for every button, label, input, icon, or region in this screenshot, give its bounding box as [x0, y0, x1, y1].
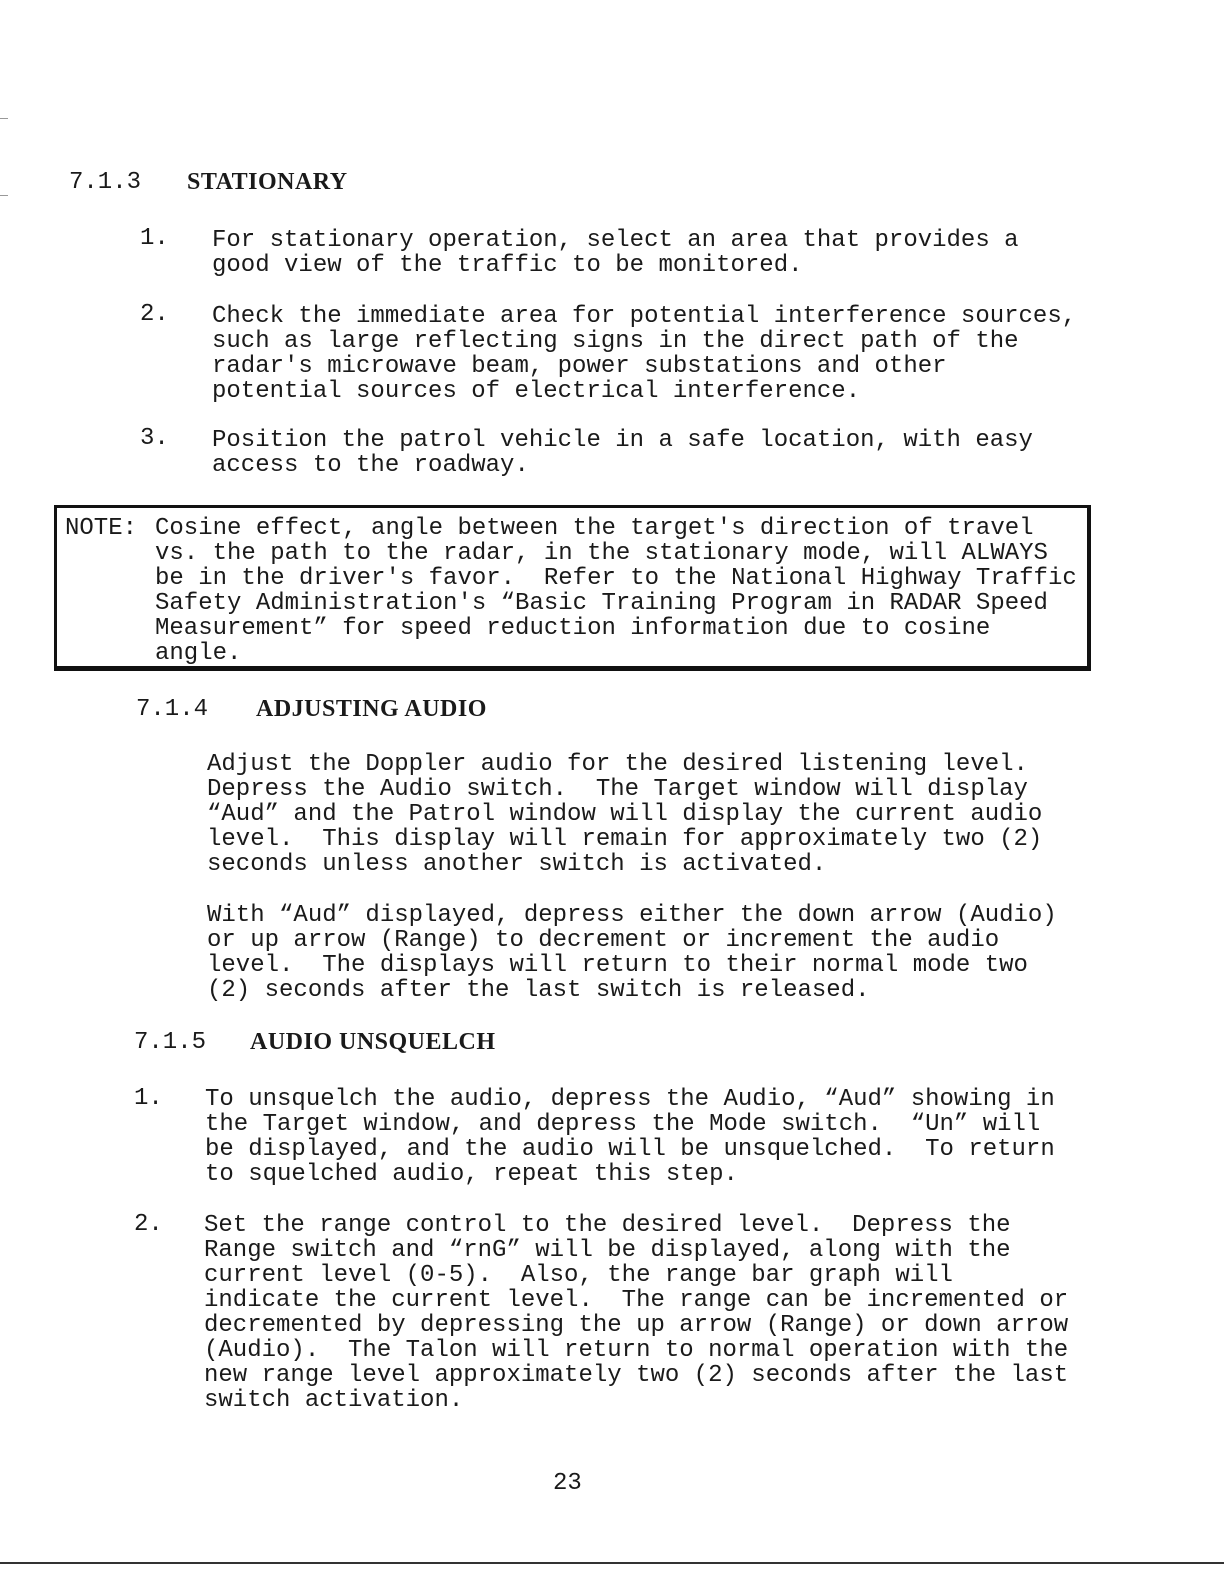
- text-line: vs. the path to the radar, in the stationary mode, will ALWAYS: [155, 540, 1048, 567]
- paragraph: [207, 903, 1057, 1003]
- list-item-text: [204, 1213, 1068, 1413]
- text-line: new range level approximately two (2) seconds after the last: [204, 1362, 1069, 1389]
- text-line: Safety Administration's “Basic Training Program in RADAR Speed: [155, 590, 1048, 617]
- text-line: Measurement” for speed reduction information due to cosine: [155, 615, 991, 642]
- text-line: For stationary operation, select an area that provides a: [212, 227, 1019, 254]
- text-line: angle.: [155, 640, 242, 667]
- text-line: With “Aud” displayed, depress either the down arrow (Audio): [207, 902, 1057, 929]
- note-label: NOTE:: [65, 515, 138, 542]
- section-title: ADJUSTING AUDIO: [256, 696, 487, 722]
- list-item-text: [212, 228, 1019, 278]
- text-line: (Audio). The Talon will return to normal operation with the: [204, 1337, 1069, 1364]
- text-line: decremented by depressing the up arrow (Range) or down arrow: [204, 1312, 1069, 1339]
- paragraph: [207, 752, 1042, 877]
- page-number: 23: [553, 1470, 582, 1497]
- text-line: seconds unless another switch is activated.: [207, 851, 827, 878]
- text-line: level. The displays will return to their normal mode two: [207, 952, 1028, 979]
- section-number: 7.1.5: [134, 1029, 207, 1056]
- text-line: Set the range control to the desired level. Depress the: [204, 1212, 1011, 1239]
- text-line: Adjust the Doppler audio for the desired listening level.: [207, 751, 1028, 778]
- section-title: STATIONARY: [187, 169, 348, 195]
- text-line: to squelched audio, repeat this step.: [205, 1161, 738, 1188]
- text-line: radar's microwave beam, power substations and other: [212, 353, 947, 380]
- text-line: (2) seconds after the last switch is released.: [207, 977, 870, 1004]
- text-line: the Target window, and depress the Mode switch. “Un” will: [205, 1111, 1041, 1138]
- list-item-number: 2.: [134, 1211, 163, 1238]
- text-line: be displayed, and the audio will be unsquelched. To return: [205, 1136, 1055, 1163]
- text-line: access to the roadway.: [212, 452, 529, 479]
- list-item-number: 3.: [140, 425, 169, 452]
- text-line: potential sources of electrical interference.: [212, 378, 861, 405]
- text-line: To unsquelch the audio, depress the Audio, “Aud” showing in: [205, 1086, 1055, 1113]
- list-item-text: [205, 1087, 1055, 1187]
- margin-tick: [0, 195, 8, 196]
- margin-tick: [0, 118, 8, 119]
- text-line: switch activation.: [204, 1387, 464, 1414]
- text-line: be in the driver's favor. Refer to the National Highway Traffic: [155, 565, 1077, 592]
- section-number: 7.1.3: [69, 169, 142, 196]
- text-line: level. This display will remain for approximately two (2): [207, 826, 1043, 853]
- text-line: or up arrow (Range) to decrement or increment the audio: [207, 927, 1000, 954]
- text-line: Position the patrol vehicle in a safe location, with easy: [212, 427, 1033, 454]
- text-line: good view of the traffic to be monitored.: [212, 252, 803, 279]
- list-item-number: 1.: [134, 1085, 163, 1112]
- text-line: “Aud” and the Patrol window will display the current audio: [207, 801, 1043, 828]
- text-line: Depress the Audio switch. The Target window will display: [207, 776, 1028, 803]
- list-item-text: [212, 304, 1076, 404]
- text-line: current level (0-5). Also, the range bar graph will: [204, 1262, 953, 1289]
- note-text: [155, 516, 1077, 666]
- text-line: such as large reflecting signs in the direct path of the: [212, 328, 1019, 355]
- section-title: AUDIO UNSQUELCH: [250, 1029, 496, 1055]
- text-line: Cosine effect, angle between the target's direction of travel: [155, 515, 1034, 542]
- note-box: [54, 505, 1091, 671]
- list-item-number: 2.: [140, 301, 169, 328]
- list-item-text: [212, 428, 1033, 478]
- text-line: Check the immediate area for potential interference sources,: [212, 303, 1077, 330]
- section-number: 7.1.4: [136, 696, 209, 723]
- text-line: indicate the current level. The range can be incremented or: [204, 1287, 1069, 1314]
- bottom-rule: [0, 1562, 1224, 1564]
- list-item-number: 1.: [140, 225, 169, 252]
- text-line: Range switch and “rnG” will be displayed, along with the: [204, 1237, 1011, 1264]
